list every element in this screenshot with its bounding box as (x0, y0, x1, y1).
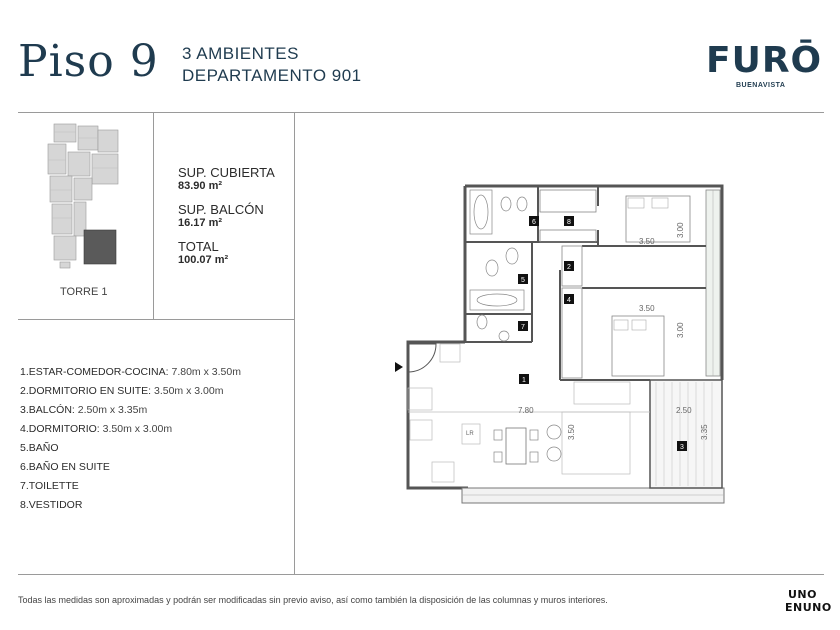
balcon-value: 16.17 m² (178, 217, 223, 229)
dim-label: 3.00 (676, 222, 685, 238)
floor-plan (390, 180, 730, 510)
dim-label: 7.80 (518, 406, 534, 415)
list-item: 3.BALCÓN: 2.50m x 3.35m (20, 404, 148, 416)
svg-text:3: 3 (680, 444, 684, 451)
svg-text:6: 6 (532, 219, 536, 226)
list-item: 4.DORMITORIO: 3.50m x 3.00m (20, 423, 173, 435)
brand-subtitle: BUENAVISTA (736, 82, 786, 89)
total-value: 100.07 m² (178, 254, 229, 266)
room-tag-8 (564, 216, 574, 226)
list-item: 1.ESTAR-COMEDOR-COCINA: 7.80m x 3.50m (20, 366, 241, 378)
cubierta-label: SUP. CUBIERTA (178, 165, 275, 180)
svg-text:2: 2 (567, 264, 571, 271)
legend-divider (18, 319, 295, 320)
room-tag-2 (564, 261, 574, 271)
cubierta-value: 83.90 m² (178, 180, 223, 192)
key-plan (40, 122, 130, 272)
footer-divider (18, 574, 824, 575)
room-tag-5 (518, 274, 528, 284)
dim-label: 2.50 (676, 406, 692, 415)
list-item: 5.BAÑO (20, 442, 59, 454)
list-item: 2.DORMITORIO EN SUITE: 3.50m x 3.00m (20, 385, 224, 397)
footer-logo-line2: ENUNO (785, 601, 832, 614)
list-item: 8.VESTIDOR (20, 499, 83, 511)
svg-text:5: 5 (521, 277, 525, 284)
room-tag-3 (677, 441, 687, 451)
list-item: 7.TOILETTE (20, 480, 79, 492)
footer-logo-line1: UNO (788, 588, 817, 601)
disclaimer: Todas las medidas son aproximadas y podrán ser modificadas sin previo aviso, así como también la disposición de las columnas y muros interiores. (18, 595, 608, 605)
page-title: Piso 9 (18, 36, 159, 87)
key-plan-label: TORRE 1 (60, 286, 108, 298)
lr-label: LR (466, 431, 474, 437)
plan-divider (294, 112, 295, 574)
dim-label: 3.50 (567, 424, 576, 440)
dim-label: 3.35 (700, 424, 709, 440)
entrance-arrow-icon (395, 362, 403, 372)
list-item: 6.BAÑO EN SUITE (20, 461, 110, 473)
svg-text:8: 8 (567, 219, 571, 226)
keyplan-divider (153, 112, 154, 319)
svg-text:1: 1 (522, 377, 526, 384)
room-tag-6 (529, 216, 539, 226)
apartment-type: 3 AMBIENTES (182, 44, 299, 63)
room-tag-7 (518, 321, 528, 331)
brand-logo: FURŌ (706, 40, 823, 81)
total-label: TOTAL (178, 239, 219, 254)
svg-text:7: 7 (521, 324, 525, 331)
dim-label: 3.50 (639, 304, 655, 313)
header-divider (18, 112, 824, 113)
dim-label: 3.50 (639, 237, 655, 246)
balcon-label: SUP. BALCÓN (178, 202, 264, 217)
room-tag-4 (564, 294, 574, 304)
dim-label: 3.00 (676, 322, 685, 338)
apartment-number: DEPARTAMENTO 901 (182, 66, 362, 85)
room-tag-1 (519, 374, 529, 384)
svg-text:4: 4 (567, 297, 571, 304)
